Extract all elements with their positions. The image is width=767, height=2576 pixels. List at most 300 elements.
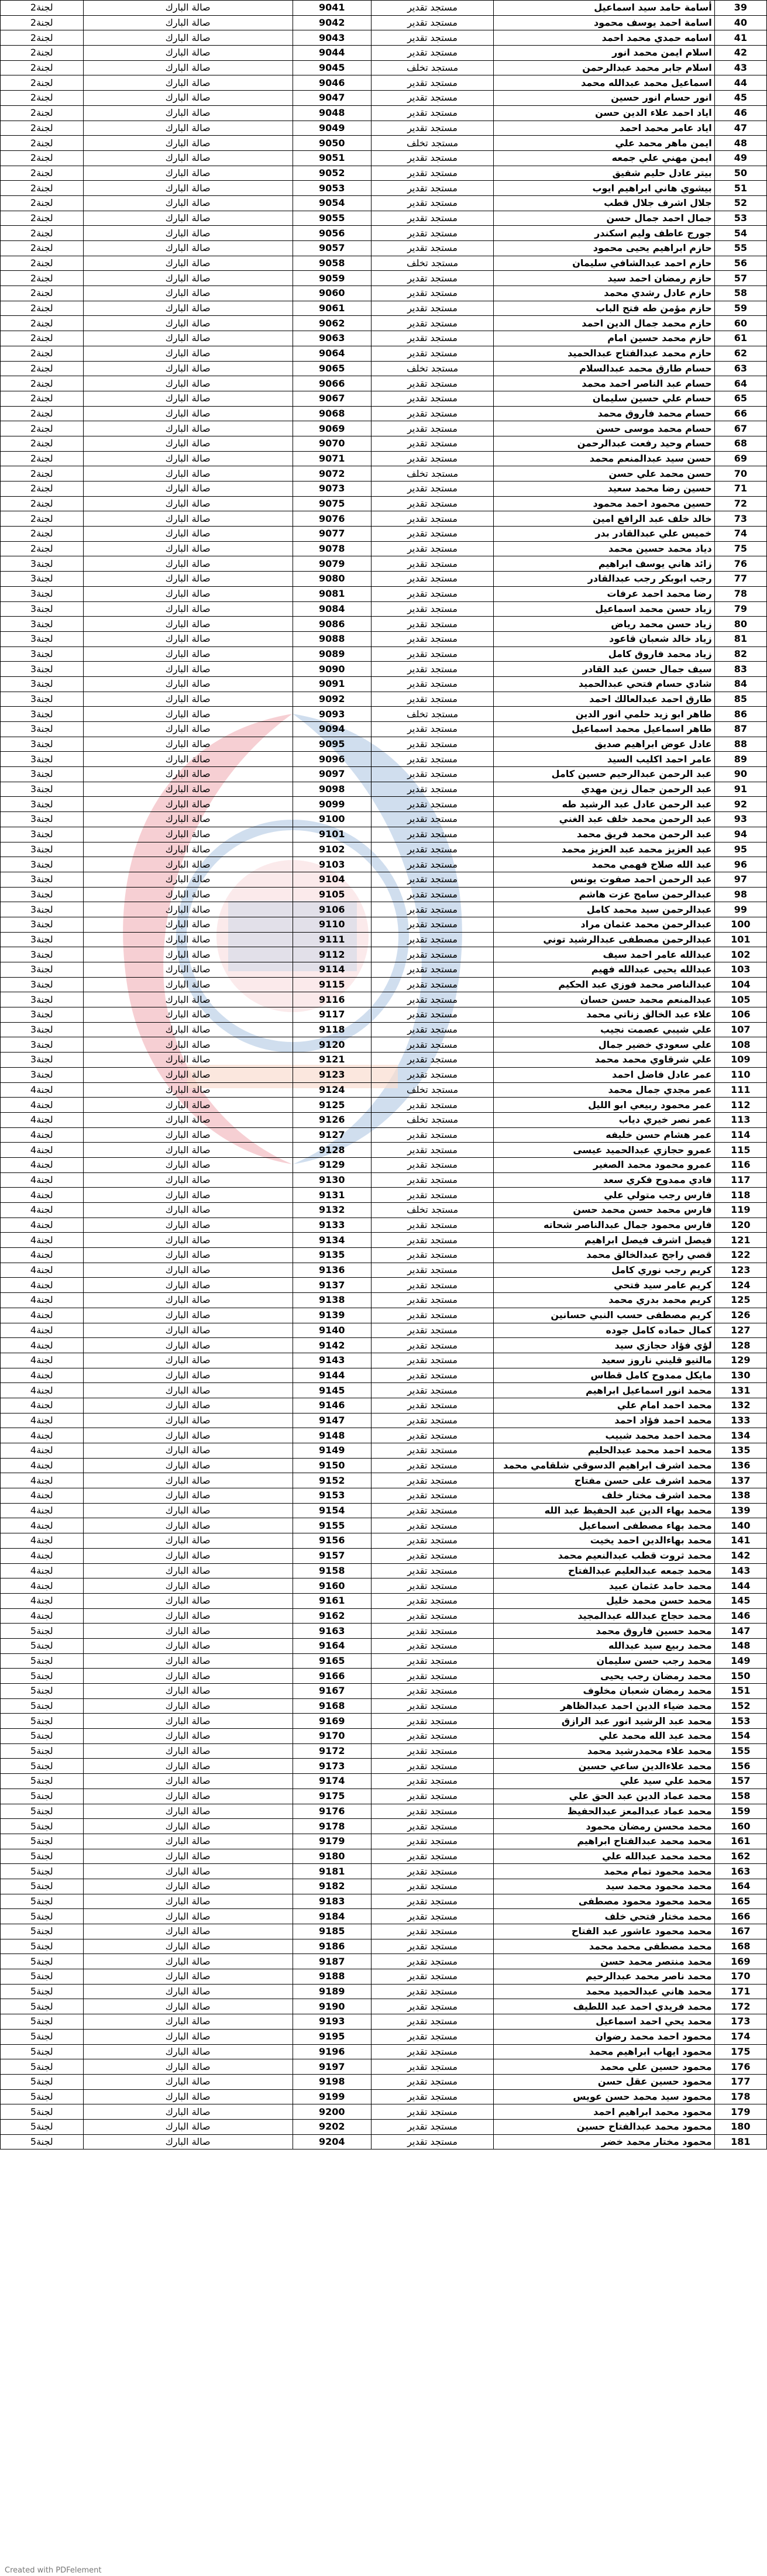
student-name-cell: عمرو حجازي عبدالحميد عيسى [494,1143,715,1158]
index-cell: 84 [714,676,766,692]
committee-cell: لجنة3 [1,586,84,601]
student-name-cell: خميس علي عبدالقادر بدر [494,527,715,542]
seat-number-cell: 9147 [293,1413,371,1428]
index-cell: 164 [714,1879,766,1894]
index-cell: 108 [714,1037,766,1053]
table-row [1,181,767,196]
seat-number-cell: 9084 [293,601,371,617]
status-cell: مستجد تقدير [371,166,493,181]
hall-cell: صالة البارك [83,1563,293,1578]
student-name-cell: محمد احمد محمد شبيب [494,1428,715,1443]
footer-note: Created with PDFelement [5,2566,102,2575]
student-name-cell: دياد محمد حسين محمد [494,541,715,556]
hall-cell: صالة البارك [83,1698,293,1714]
status-cell: مستجد تقدير [371,75,493,91]
status-cell: مستجد تقدير [371,1007,493,1023]
student-name-cell: فارس رجب متولي علي [494,1188,715,1203]
table-row [1,1518,767,1533]
index-cell: 152 [714,1698,766,1714]
table-row [1,1263,767,1278]
table-row [1,752,767,767]
table-row [1,2089,767,2104]
index-cell: 47 [714,121,766,136]
table-row [1,1563,767,1578]
status-cell: مستجد تخلف [371,1082,493,1098]
committee-cell: لجنة5 [1,1638,84,1653]
committee-cell: لجنة4 [1,1353,84,1368]
seat-number-cell: 9136 [293,1263,371,1278]
committee-cell: لجنة3 [1,977,84,992]
committee-cell: لجنة4 [1,1413,84,1428]
status-cell: مستجد تقدير [371,1443,493,1459]
index-cell: 97 [714,872,766,887]
status-cell: مستجد تقدير [371,887,493,902]
hall-cell: صالة البارك [83,15,293,30]
committee-cell: لجنة4 [1,1593,84,1608]
status-cell: مستجد تخلف [371,707,493,722]
committee-cell: لجنة4 [1,1263,84,1278]
table-row [1,391,767,406]
student-name-cell: محمد احمد فؤاد احمد [494,1413,715,1428]
index-cell: 86 [714,707,766,722]
student-name-cell: محمد ناصر محمد عبدالرحيم [494,1969,715,1985]
status-cell: مستجد تقدير [371,1864,493,1879]
student-name-cell: مالتيو قليني ناروز سعيد [494,1353,715,1368]
student-name-cell: طاهر ابو زيد حلمي انور الدين [494,707,715,722]
student-name-cell: رضا محمد احمد عرفات [494,586,715,601]
status-cell: مستجد تخلف [371,256,493,271]
table-row [1,1999,767,2014]
status-cell: مستجد تقدير [371,1924,493,1939]
hall-cell: صالة البارك [83,1984,293,1999]
status-cell: مستجد تقدير [371,2044,493,2059]
index-cell: 110 [714,1067,766,1082]
committee-cell: لجنة4 [1,1188,84,1203]
hall-cell: صالة البارك [83,797,293,812]
student-name-cell: زياد خالد شعبان قاعود [494,631,715,646]
committee-cell: لجنة5 [1,1819,84,1834]
index-cell: 167 [714,1924,766,1939]
status-cell: مستجد تقدير [371,91,493,106]
table-row [1,527,767,542]
hall-cell: صالة البارك [83,346,293,361]
committee-cell: لجنة2 [1,91,84,106]
status-cell: مستجد تقدير [371,1278,493,1293]
table-row [1,887,767,902]
table-row [1,406,767,421]
status-cell: مستجد تقدير [371,1473,493,1488]
status-cell: مستجد تخلف [371,1112,493,1127]
student-name-cell: فادي ممدوح فكري سعد [494,1172,715,1188]
hall-cell: صالة البارك [83,482,293,497]
index-cell: 95 [714,842,766,857]
student-name-cell: عامر احمد اكليب السيد [494,752,715,767]
committee-cell: لجنة4 [1,1458,84,1473]
hall-cell: صالة البارك [83,1368,293,1383]
hall-cell: صالة البارك [83,1233,293,1248]
table-row [1,1488,767,1504]
hall-cell: صالة البارك [83,646,293,662]
hall-cell: صالة البارك [83,1789,293,1804]
hall-cell: صالة البارك [83,166,293,181]
table-row [1,286,767,301]
student-name-cell: جمال احمد جمال حسن [494,211,715,226]
student-name-cell: عبدالله عامر احمد سيف [494,947,715,962]
student-name-cell: محمد علي سيد علي [494,1774,715,1789]
seat-number-cell: 9116 [293,992,371,1007]
table-row [1,1879,767,1894]
seat-number-cell: 9142 [293,1338,371,1353]
index-cell: 71 [714,482,766,497]
committee-cell: لجنة3 [1,1022,84,1037]
status-cell: مستجد تقدير [371,1834,493,1849]
seat-number-cell: 9096 [293,752,371,767]
seat-number-cell: 9134 [293,1233,371,1248]
table-row [1,1293,767,1308]
seat-number-cell: 9133 [293,1218,371,1233]
student-name-cell: محمد يحي احمد اسماعيل [494,2014,715,2030]
index-cell: 104 [714,977,766,992]
seat-number-cell: 9174 [293,1774,371,1789]
table-row [1,91,767,106]
student-name-cell: زياد حسن محمد اسماعيل [494,601,715,617]
student-name-cell: عمر عادل فاضل احمد [494,1067,715,1082]
status-cell: مستجد تقدير [371,541,493,556]
hall-cell: صالة البارك [83,782,293,797]
index-cell: 111 [714,1082,766,1098]
committee-cell: لجنة5 [1,1879,84,1894]
index-cell: 142 [714,1548,766,1563]
student-name-cell: عبد العزيز محمد عبد العزيز محمد [494,842,715,857]
index-cell: 56 [714,256,766,271]
hall-cell: صالة البارك [83,271,293,286]
hall-cell: صالة البارك [83,2014,293,2030]
student-name-cell: عبدالمنعم محمد حسن حسان [494,992,715,1007]
status-cell: مستجد تقدير [371,436,493,451]
table-row [1,842,767,857]
committee-cell: لجنة4 [1,1428,84,1443]
table-row [1,15,767,30]
student-name-cell: سيف جمال حسن عبد القادر [494,662,715,677]
seat-number-cell: 9162 [293,1608,371,1624]
committee-cell: لجنة4 [1,1143,84,1158]
hall-cell: صالة البارك [83,767,293,782]
hall-cell: صالة البارك [83,692,293,707]
index-cell: 82 [714,646,766,662]
table-row [1,1248,767,1263]
committee-cell: لجنة5 [1,1969,84,1985]
committee-cell: لجنة3 [1,556,84,572]
table-row [1,1308,767,1323]
status-cell: مستجد تقدير [371,1578,493,1594]
committee-cell: لجنة3 [1,617,84,632]
hall-cell: صالة البارك [83,1323,293,1338]
committee-cell: لجنة5 [1,1624,84,1639]
status-cell: مستجد تقدير [371,2074,493,2089]
index-cell: 77 [714,572,766,587]
seat-number-cell: 9066 [293,376,371,391]
hall-cell: صالة البارك [83,496,293,511]
student-name-cell: حسام طارق محمد عبدالسلام [494,361,715,376]
committee-cell: لجنة2 [1,46,84,61]
table-row [1,872,767,887]
index-cell: 137 [714,1473,766,1488]
committee-cell: لجنة3 [1,932,84,947]
index-cell: 141 [714,1533,766,1549]
student-name-cell: محمد حسن محمد خليل [494,1593,715,1608]
table-row [1,1924,767,1939]
student-name-cell: حسن سيد عبدالمنعم محمد [494,451,715,466]
student-name-cell: عمرو محمود محمد الصغير [494,1157,715,1172]
index-cell: 42 [714,46,766,61]
student-name-cell: اسامه حمدي محمد احمد [494,30,715,46]
hall-cell: صالة البارك [83,1203,293,1218]
committee-cell: لجنة2 [1,30,84,46]
table-row [1,1638,767,1653]
table-row [1,436,767,451]
hall-cell: صالة البارك [83,1443,293,1459]
committee-cell: لجنة2 [1,241,84,256]
status-cell: مستجد تقدير [371,917,493,932]
hall-cell: صالة البارك [83,1548,293,1563]
status-cell: مستجد تقدير [371,556,493,572]
committee-cell: لجنة3 [1,782,84,797]
table-row [1,947,767,962]
table-row [1,1774,767,1789]
status-cell: مستجد تقدير [371,1067,493,1082]
student-name-cell: محمد اشرف ابراهيم الدسوقي شلقامي محمد [494,1458,715,1473]
index-cell: 139 [714,1503,766,1518]
hall-cell: صالة البارك [83,2074,293,2089]
hall-cell: صالة البارك [83,1608,293,1624]
committee-cell: لجنة5 [1,1669,84,1684]
committee-cell: لجنة5 [1,1999,84,2014]
student-name-cell: علي سعودي خضير جمال [494,1037,715,1053]
committee-cell: لجنة2 [1,60,84,75]
table-row [1,2074,767,2089]
seat-number-cell: 9131 [293,1188,371,1203]
seat-number-cell: 9055 [293,211,371,226]
table-row [1,692,767,707]
committee-cell: لجنة2 [1,211,84,226]
seat-number-cell: 9152 [293,1473,371,1488]
seat-number-cell: 9178 [293,1819,371,1834]
table-row [1,1969,767,1985]
hall-cell: صالة البارك [83,1067,293,1082]
index-cell: 57 [714,271,766,286]
index-cell: 51 [714,181,766,196]
hall-cell: صالة البارك [83,541,293,556]
status-cell: مستجد تقدير [371,962,493,978]
index-cell: 138 [714,1488,766,1504]
student-name-cell: فيصل اشرف فيصل ابراهيم [494,1233,715,1248]
student-name-cell: محمود محمد ابراهيم احمد [494,2104,715,2120]
table-row [1,1503,767,1518]
table-row [1,316,767,331]
seat-number-cell: 9047 [293,91,371,106]
index-cell: 162 [714,1849,766,1864]
seat-number-cell: 9048 [293,105,371,121]
hall-cell: صالة البارك [83,1759,293,1774]
table-row [1,301,767,316]
committee-cell: لجنة5 [1,1894,84,1909]
student-name-cell: محمد عبد الله محمد علي [494,1729,715,1744]
index-cell: 122 [714,1248,766,1263]
student-name-cell: محمود حسين عقل حسن [494,2074,715,2089]
index-cell: 168 [714,1939,766,1954]
student-name-cell: محمد محسن رمضان محمود [494,1819,715,1834]
seat-number-cell: 9166 [293,1669,371,1684]
status-cell: مستجد تقدير [371,121,493,136]
seat-number-cell: 9156 [293,1533,371,1549]
student-name-cell: محمد مصطفى محمد محمد [494,1939,715,1954]
index-cell: 72 [714,496,766,511]
table-row [1,1819,767,1834]
status-cell: مستجد تقدير [371,1984,493,1999]
committee-cell: لجنة3 [1,1037,84,1053]
table-row [1,1143,767,1158]
index-cell: 125 [714,1293,766,1308]
committee-cell: لجنة5 [1,1984,84,1999]
table-row [1,271,767,286]
status-cell: مستجد تقدير [371,1323,493,1338]
hall-cell: صالة البارك [83,1,293,16]
student-name-cell: محمد حسين فاروق محمد [494,1624,715,1639]
status-cell: مستجد تقدير [371,406,493,421]
committee-cell: لجنة5 [1,2074,84,2089]
index-cell: 163 [714,1864,766,1879]
index-cell: 74 [714,527,766,542]
index-cell: 112 [714,1098,766,1113]
hall-cell: صالة البارك [83,406,293,421]
table-row [1,1007,767,1023]
seat-number-cell: 9130 [293,1172,371,1188]
index-cell: 172 [714,1999,766,2014]
student-name-cell: بيتر عادل حليم شفيق [494,166,715,181]
committee-cell: لجنة5 [1,2089,84,2104]
status-cell: مستجد تقدير [371,1608,493,1624]
committee-cell: لجنة4 [1,1383,84,1398]
hall-cell: صالة البارك [83,707,293,722]
index-cell: 121 [714,1233,766,1248]
table-row [1,30,767,46]
student-name-cell: محمد منتصر محمد حسن [494,1954,715,1969]
index-cell: 87 [714,722,766,737]
table-row [1,1548,767,1563]
index-cell: 88 [714,737,766,752]
table-row [1,737,767,752]
committee-cell: لجنة2 [1,466,84,482]
table-row [1,226,767,241]
seat-number-cell: 9158 [293,1563,371,1578]
hall-cell: صالة البارك [83,1969,293,1985]
index-cell: 131 [714,1383,766,1398]
student-name-cell: حسن محمد علي حسن [494,466,715,482]
committee-cell: لجنة5 [1,2029,84,2044]
table-row [1,1233,767,1248]
seat-number-cell: 9125 [293,1098,371,1113]
hall-cell: صالة البارك [83,2029,293,2044]
student-name-cell: مايكل ممدوح كامل قطاس [494,1368,715,1383]
committee-cell: لجنة4 [1,1112,84,1127]
student-name-cell: محمد حجاج عبدالله عبدالمجيد [494,1608,715,1624]
seat-number-cell: 9204 [293,2134,371,2149]
hall-cell: صالة البارك [83,917,293,932]
committee-cell: لجنة5 [1,1774,84,1789]
hall-cell: صالة البارك [83,1473,293,1488]
seat-number-cell: 9135 [293,1248,371,1263]
hall-cell: صالة البارك [83,1729,293,1744]
index-cell: 147 [714,1624,766,1639]
status-cell: مستجد تقدير [371,181,493,196]
hall-cell: صالة البارك [83,1127,293,1143]
seat-number-cell: 9104 [293,872,371,887]
status-cell: مستجد تقدير [371,1789,493,1804]
status-cell: مستجد تقدير [371,1188,493,1203]
table-row [1,1909,767,1924]
student-name-cell: عبد الرحمن محمد خلف عبد الغني [494,812,715,827]
student-name-cell: محمد مختار فتحي خلف [494,1909,715,1924]
seat-number-cell: 9044 [293,46,371,61]
committee-cell: لجنة4 [1,1338,84,1353]
seat-number-cell: 9117 [293,1007,371,1023]
committee-cell: لجنة3 [1,707,84,722]
student-name-cell: اسامة احمد يوسف محمود [494,15,715,30]
hall-cell: صالة البارك [83,46,293,61]
status-cell: مستجد تقدير [371,2029,493,2044]
committee-cell: لجنة2 [1,1,84,16]
table-row [1,421,767,436]
index-cell: 143 [714,1563,766,1578]
committee-cell: لجنة3 [1,992,84,1007]
seat-number-cell: 9053 [293,181,371,196]
committee-cell: لجنة2 [1,421,84,436]
table-row [1,601,767,617]
index-cell: 180 [714,2119,766,2134]
seat-number-cell: 9123 [293,1067,371,1082]
table-row [1,150,767,166]
status-cell: مستجد تقدير [371,857,493,872]
seat-number-cell: 9176 [293,1804,371,1819]
table-row [1,1864,767,1879]
index-cell: 101 [714,932,766,947]
committee-cell: لجنة4 [1,1248,84,1263]
hall-cell: صالة البارك [83,1684,293,1699]
committee-cell: لجنة2 [1,166,84,181]
student-name-cell: خالد خلف عبد الرافع امين [494,511,715,527]
committee-cell: لجنة5 [1,1834,84,1849]
committee-cell: لجنة4 [1,1172,84,1188]
table-row [1,977,767,992]
hall-cell: صالة البارك [83,902,293,917]
status-cell: مستجد تقدير [371,301,493,316]
student-name-cell: حازم رمضان احمد سيد [494,271,715,286]
committee-cell: لجنة4 [1,1323,84,1338]
status-cell: مستجد تقدير [371,1743,493,1759]
index-cell: 89 [714,752,766,767]
seat-number-cell: 9073 [293,482,371,497]
status-cell: مستجد تخلف [371,466,493,482]
hall-cell: صالة البارك [83,1909,293,1924]
student-name-cell: حسام وحيد رفعت عبدالرحمن [494,436,715,451]
student-name-cell: حازم ابراهيم يحيى محمود [494,241,715,256]
seat-number-cell: 9157 [293,1548,371,1563]
seat-number-cell: 9202 [293,2119,371,2134]
index-cell: 140 [714,1518,766,1533]
committee-cell: لجنة3 [1,857,84,872]
student-name-cell: اياد احمد علاء الدين حسن [494,105,715,121]
status-cell: مستجد تقدير [371,902,493,917]
